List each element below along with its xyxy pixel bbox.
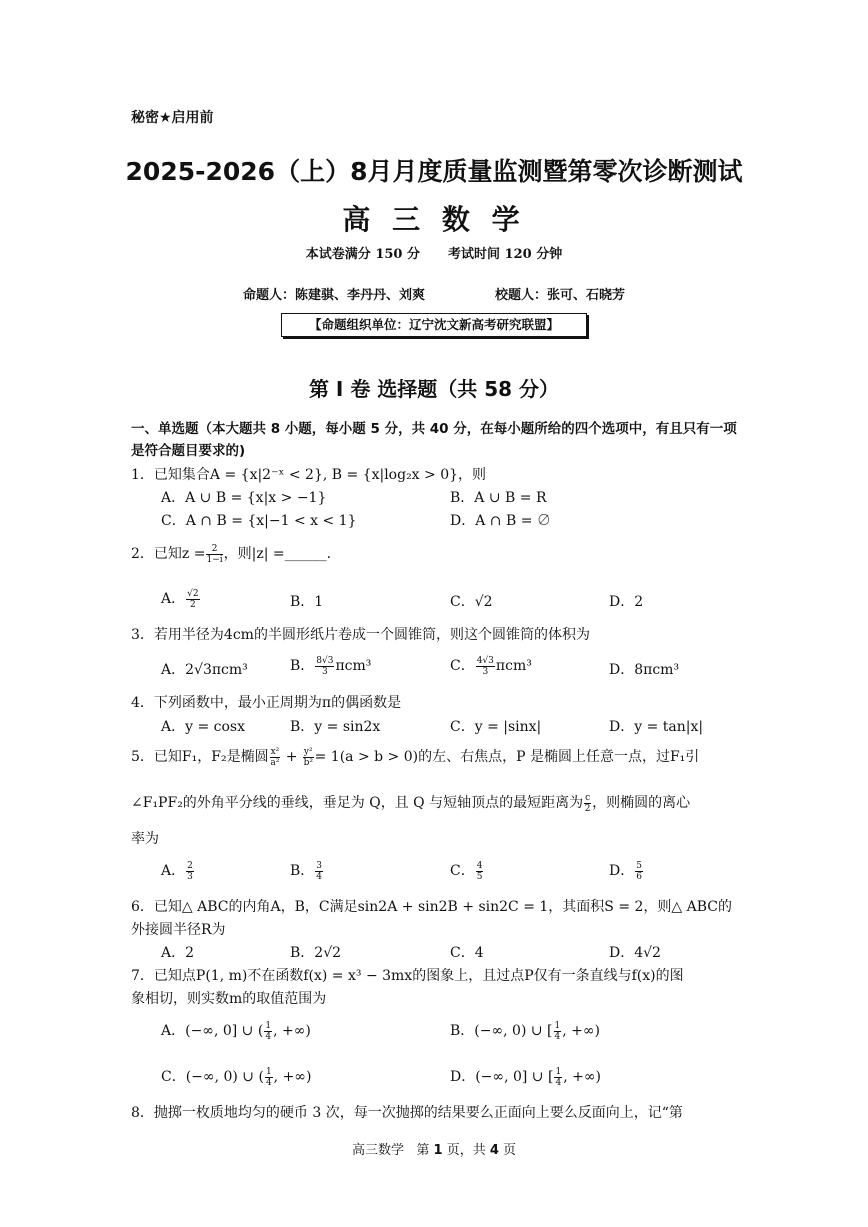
q1-option-c: C．A ∩ B = {x|−1 < x < 1}	[161, 513, 357, 529]
question-stem: = 1(a > b > 0)的左、右焦点，P 是椭圆上任意一点，过F₁引	[314, 749, 700, 765]
denominator: 4	[265, 1031, 272, 1042]
option-label: C．	[450, 863, 475, 879]
q4-option-d: D．y = tan|x|	[609, 719, 704, 735]
numerator: 2	[206, 544, 222, 555]
question-stem: 已知△ ABC的内角A，B，C满足sin2A + sin2B + sin2C = 1，其面积S = 2，则△ ABC的	[153, 899, 733, 915]
question-8	[131, 1102, 683, 1122]
fraction	[186, 589, 199, 610]
numerator: √2	[187, 588, 199, 599]
footer-text: 页，共	[442, 1143, 490, 1158]
exam-meta	[0, 243, 868, 262]
fraction	[554, 1067, 562, 1088]
q5-option-a	[161, 860, 195, 882]
numerator: 8√3	[316, 655, 334, 666]
denominator: 2	[584, 803, 591, 814]
q5-option-c	[450, 860, 484, 882]
subject-title: 高 三 数 学	[342, 203, 526, 236]
denominator: 4	[316, 871, 323, 882]
fraction	[186, 861, 194, 882]
question-stem: 抛掷一枚质地均匀的硬币 3 次，每一次抛掷的结果要么正面向上要么反面向上，记“第	[153, 1105, 683, 1121]
unit: πcm³	[495, 658, 532, 674]
question-stem: ∠F₁PF₂的外角平分线的垂线，垂足为 Q，且 Q 与短轴顶点的最短距离为	[131, 795, 584, 811]
exam-title: 2025-2026（上）8月月度质量监测暨第零次诊断测试	[125, 157, 743, 186]
option-label: A．	[161, 863, 186, 879]
question-stem: 已知集合A = {x|2⁻ˣ < 2}, B = {x|log₂x > 0}，则	[153, 467, 487, 483]
question-stem: 已知z =	[153, 546, 206, 562]
q1-option-b: B．A ∪ B = R	[450, 490, 547, 506]
question-stem: ，则椭圆的离心	[592, 795, 691, 811]
question-stem: 已知点P(1, m)不在函数f(x) = x³ − 3mx的图象上，且过点P仅有一条直线与f(x)的图	[153, 968, 684, 984]
question-stem: 已知F₁，F₂是椭圆	[153, 749, 269, 765]
q4-option-a: A．y = cosx	[161, 719, 245, 735]
fraction	[315, 861, 323, 882]
unit: πcm³	[335, 658, 372, 674]
option-text: , +∞)	[273, 1069, 312, 1085]
fraction	[554, 1021, 562, 1042]
total-pages: 4	[489, 1143, 499, 1158]
question-3	[131, 624, 590, 644]
fraction	[265, 1067, 273, 1088]
footer-text: 页	[498, 1143, 517, 1158]
q3-option-b	[290, 655, 371, 677]
denominator: 4	[265, 1077, 272, 1088]
q5-option-d	[609, 860, 644, 882]
question-1	[131, 464, 486, 484]
denominator: b²	[303, 757, 313, 768]
option-label: C．	[450, 658, 475, 674]
section-instruction: 一、单选题（本大题共 8 小题，每小题 5 分，共 40 分，在每小题所给的四个选项中，有且只有一项是符合题目要求的)	[131, 421, 737, 459]
question-stem-end: ，则|z| =______.	[223, 546, 332, 562]
q7-option-c	[161, 1066, 311, 1088]
numerator: 4√3	[476, 655, 494, 666]
q2-option-a	[161, 588, 201, 610]
option-label: A．	[161, 591, 186, 607]
question-number: 5．	[131, 749, 154, 765]
q7-option-a	[161, 1020, 311, 1042]
denominator: 4	[555, 1077, 562, 1088]
fraction	[476, 861, 484, 882]
question-stem: 下列函数中，最小正周期为π的偶函数是	[153, 695, 402, 711]
q1-option-d: D．A ∩ B = ∅	[450, 513, 551, 529]
question-5-line-2	[131, 792, 690, 814]
organizer-box: 【命题组织单位：辽宁沈文新高考研究联盟】	[281, 313, 587, 337]
q2-option-c: C．√2	[450, 594, 493, 610]
option-text: , +∞)	[562, 1023, 601, 1039]
denominator: 6	[636, 871, 642, 882]
q4-option-c: C．y = |sinx|	[450, 719, 542, 735]
question-number: 2．	[131, 546, 154, 562]
option-label: B．	[290, 658, 315, 674]
numerator: 4	[476, 860, 483, 871]
denominator: a²	[270, 757, 280, 768]
denominator: 1−i	[206, 554, 223, 565]
q2-option-b: B．1	[290, 594, 324, 610]
footer-text: 第	[416, 1143, 434, 1158]
question-5: 5．已知F₁，F₂是椭圆 $\frac{\text{x²}}{\text{a²}}$ + $\frac{\text{y²}}{\text{b²}}$ = 1(a > b > 0)的左、右焦点，P 是椭圆上任意一点，过F₁引	[131, 746, 700, 768]
option-label: B．	[290, 863, 315, 879]
q1-option-a: A．A ∪ B = {x|x > −1}	[161, 490, 327, 506]
denominator: 2	[189, 599, 196, 610]
authors: 命题人：陈建骐、李丹丹、刘爽	[242, 288, 425, 303]
fraction	[476, 656, 495, 677]
option-text: B．(−∞, 0) ∪ [	[450, 1023, 553, 1039]
numerator: 2	[187, 860, 193, 871]
numerator: 3	[316, 860, 323, 871]
fraction	[635, 861, 643, 882]
option-text: C．(−∞, 0) ∪ (	[161, 1069, 264, 1085]
question-6-line-2: 外接圆半径R为	[131, 922, 226, 938]
reviewers: 校题人：张可、石晓芳	[495, 288, 626, 303]
q3-option-a: A．2√3πcm³	[161, 662, 248, 678]
question-number: 6．	[131, 899, 154, 915]
q2-option-d: D．2	[609, 594, 644, 610]
fraction	[270, 747, 281, 768]
question-6	[131, 896, 732, 916]
numerator: 1	[265, 1066, 272, 1077]
denominator: 3	[482, 666, 489, 677]
denominator: 4	[554, 1031, 561, 1042]
confidential-mark: 秘密★启用前	[131, 110, 214, 126]
question-7	[131, 965, 684, 985]
numerator: 1	[554, 1020, 561, 1031]
fraction	[584, 793, 591, 814]
option-text: , +∞)	[273, 1023, 311, 1039]
denominator: 3	[187, 871, 193, 882]
section-title: 第 I 卷 选择题（共 58 分）	[308, 377, 560, 401]
numerator: y²	[303, 746, 313, 757]
question-7-line-2: 象相切，则实数m的取值范围为	[131, 991, 327, 1007]
fraction	[315, 656, 334, 677]
option-text: A．(−∞, 0] ∪ (	[161, 1023, 264, 1039]
q3-option-c	[450, 655, 532, 677]
q6-option-a: A．2	[161, 945, 195, 961]
exam-time: 考试时间 120 分钟	[448, 247, 563, 262]
q7-option-d	[450, 1066, 601, 1088]
question-2	[131, 543, 331, 565]
page-footer	[0, 1139, 868, 1158]
numerator: 1	[265, 1020, 272, 1031]
numerator: c	[585, 792, 591, 803]
q6-option-d: D．4√2	[609, 945, 661, 961]
numerator: x²	[270, 746, 280, 757]
question-number: 4．	[131, 695, 154, 711]
option-text: D．(−∞, 0] ∪ [	[450, 1069, 554, 1085]
q5-option-b	[290, 860, 324, 882]
numerator: 5	[636, 860, 642, 871]
question-4	[131, 692, 401, 712]
option-label: D．	[609, 863, 635, 879]
q3-option-d: D．8πcm³	[609, 662, 680, 678]
denominator: 3	[322, 666, 328, 677]
numerator: 1	[555, 1066, 562, 1077]
q6-option-c: C．4	[450, 945, 484, 961]
full-score: 本试卷满分 150 分	[305, 247, 420, 262]
denominator: 5	[476, 871, 483, 882]
question-number: 7．	[131, 968, 154, 984]
question-number: 3．	[131, 627, 154, 643]
option-text: , +∞)	[563, 1069, 601, 1085]
question-5-line-3: 率为	[131, 831, 159, 847]
exam-people	[0, 284, 868, 303]
question-number: 1．	[131, 467, 154, 483]
q4-option-b: B．y = sin2x	[290, 719, 381, 735]
current-page: 1	[433, 1143, 443, 1158]
fraction	[264, 1021, 272, 1042]
footer-subject: 高三数学	[351, 1143, 404, 1158]
question-stem: 若用半径为4cm的半圆形纸片卷成一个圆锥筒，则这个圆锥筒的体积为	[153, 627, 590, 643]
q7-option-b	[450, 1020, 600, 1042]
fraction	[303, 747, 314, 768]
q6-option-b: B．2√2	[290, 945, 342, 961]
question-number: 8．	[131, 1105, 154, 1121]
fraction	[206, 544, 222, 565]
